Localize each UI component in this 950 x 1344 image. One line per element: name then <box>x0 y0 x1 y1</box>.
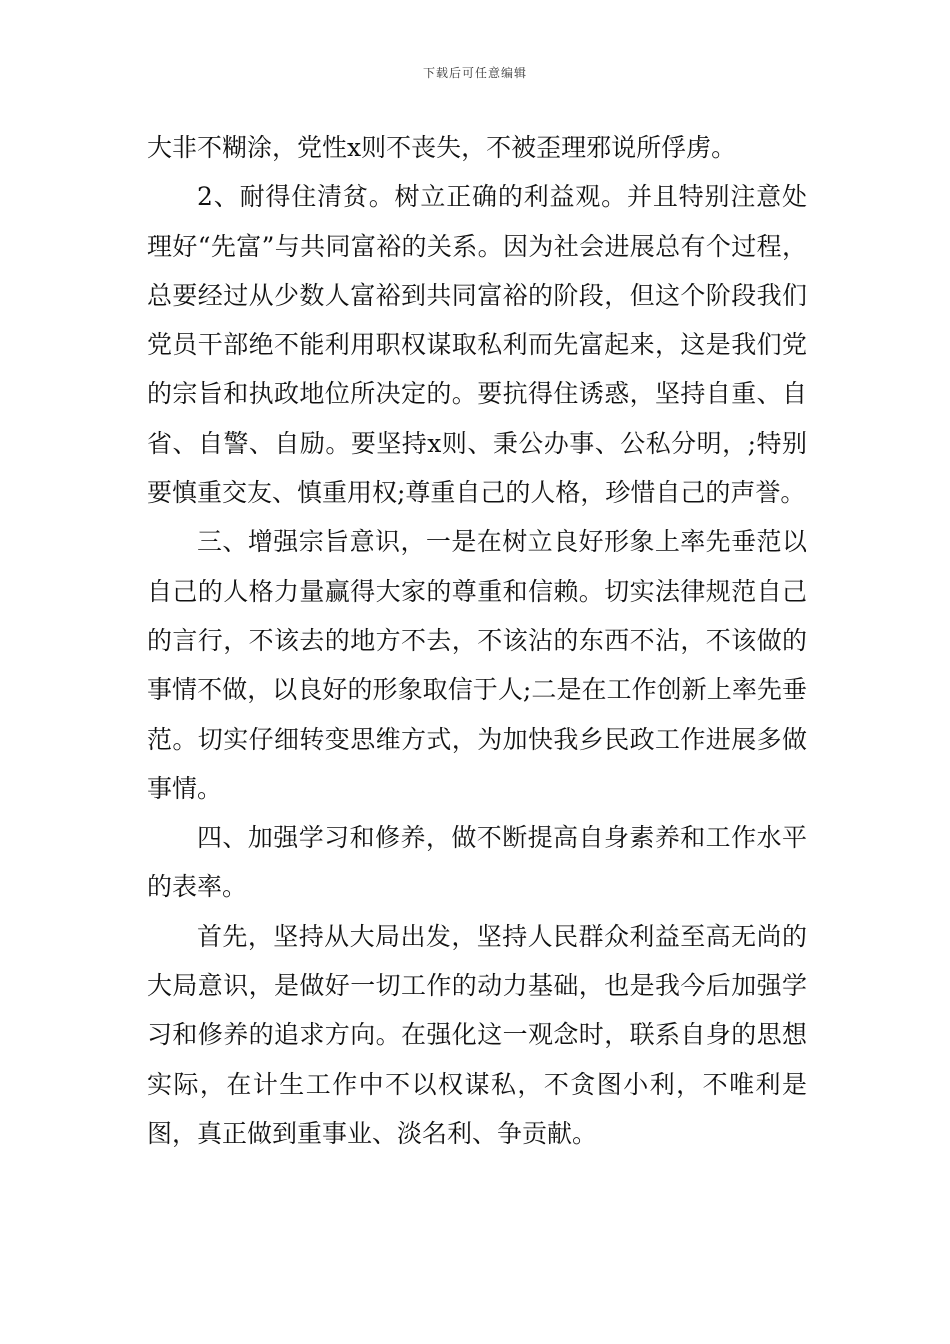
paragraph-point-2: 2、耐得住清贫。树立正确的利益观。并且特别注意处理好“先富”与共同富裕的关系。因为社会进展总有个过程，总要经过从少数人富裕到共同富裕的阶段，但这个阶段我们党员干部绝不能利用职权谋取私利而先富起来，这是我们党的宗旨和执政地位所决定的。要抗得住诱惑，坚持自重、自省、自警、自励。要坚持x则、秉公办事、公私分明，;特别要慎重交友、慎重用权;尊重自己的人格，珍惜自己的声誉。 <box>147 182 807 508</box>
page-header-note: 下载后可任意编辑 <box>422 66 527 80</box>
paragraph-first: 首先，坚持从大局出发，坚持人民群众利益至高无尚的大局意识，是做好一切工作的动力基础，也是我今后加强学习和修养的追求方向。在强化这一观念时，联系自身的思想实际，在计生工作中不以权谋私，不贪图小利，不唯利是图，真正做到重事业、淡名利、争贡献。 <box>147 921 807 1148</box>
document-body <box>147 123 807 1158</box>
paragraph-section-3: 三、增强宗旨意识，一是在树立良好形象上率先垂范以自己的人格力量赢得大家的尊重和信赖。切实法律规范自己的言行，不该去的地方不去，不该沾的东西不沾，不该做的事情不做，以良好的形象取信于人;二是在工作创新上率先垂范。切实仔细转变思维方式，为加快我乡民政工作进展多做事情。 <box>147 527 807 803</box>
paragraph-section-4: 四、加强学习和修养，做不断提高自身素养和工作水平的表率。 <box>147 823 807 902</box>
paragraph-continued: 大非不糊涂，党性x则不丧失，不被歪理邪说所俘虏。 <box>147 133 737 162</box>
